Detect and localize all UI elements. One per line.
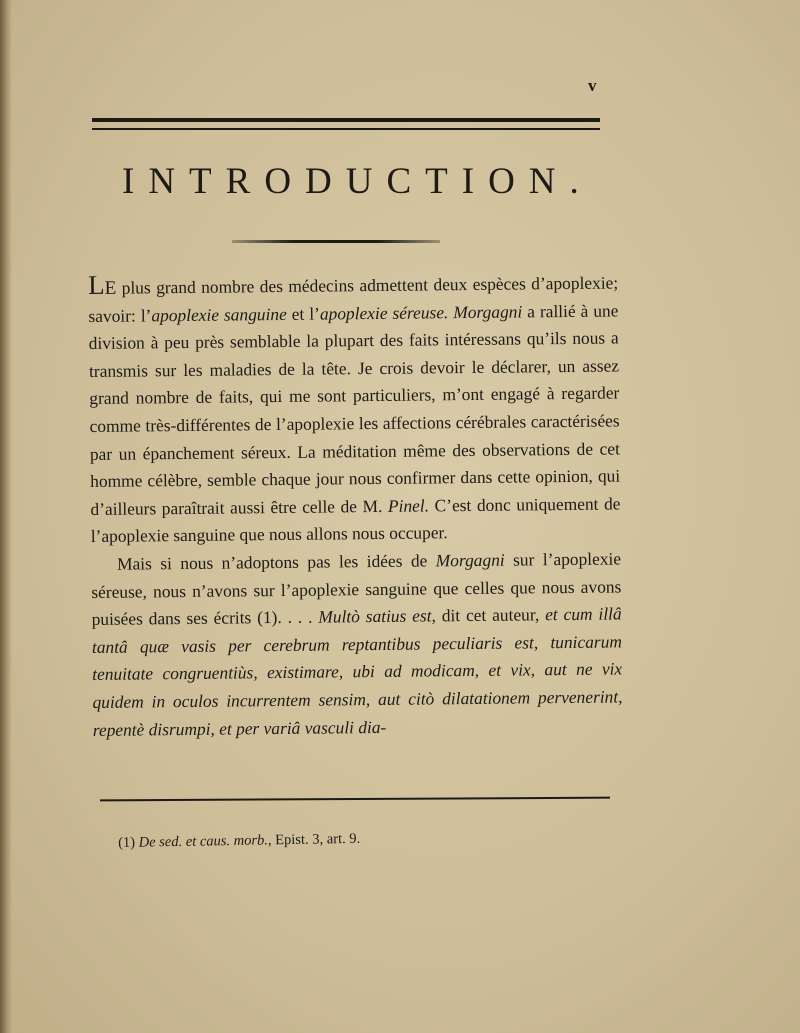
italic-latin: Multò satius est bbox=[318, 605, 432, 627]
heading-ornament-rule bbox=[232, 240, 440, 243]
text-segment: , dit cet auteur, bbox=[431, 604, 546, 626]
header-rule-thick bbox=[92, 118, 600, 122]
italic-term: apoplexie séreuse. bbox=[319, 301, 449, 324]
text-segment: a rallié à une division à peu près semblable la plupart des faits intéressans qu’ils nous a transmis sur les maladies de la tête. Je crois devoir le déclarer, un assez grand nombre de faits, qui me sont particuliers, m’ont engagé à regarder comme très-différentes de l’apoplexie les affections cérébrales caractérisées par un épanchement séreux. La méditation même des observations de cet homme célèbre, semble chaque jour nous confirmer dans cette opinion, qui d’ailleurs paraîtrait aussi être celle de M. bbox=[88, 300, 621, 519]
page-number: v bbox=[588, 76, 597, 95]
italic-name: Morgagni bbox=[435, 549, 505, 571]
footnote-citation: De sed. et caus. morb. bbox=[138, 832, 269, 851]
body-text bbox=[88, 266, 623, 744]
footnote-marker: (1) bbox=[118, 834, 139, 851]
paragraph-1 bbox=[88, 266, 621, 550]
italic-term: apoplexie sanguine bbox=[151, 303, 287, 325]
text-segment: C’est donc uniquement de l’apoplexie sanguine que nous allons nous occuper. bbox=[90, 493, 621, 547]
italic-name: Pinel. bbox=[387, 495, 430, 516]
text-segment: plus grand nombre des médecins admettent deux espèces d’apoplexie; savoir: l’ bbox=[88, 272, 619, 326]
text-segment: sur l’apoplexie séreuse, nous n’avons sur l’apoplexie sanguine que celles que nous avons puisées dans ses écrits (1). . . . bbox=[91, 548, 622, 630]
text-segment: et l’ bbox=[286, 303, 321, 324]
drop-cap: Le bbox=[87, 269, 117, 300]
paragraph-2 bbox=[91, 545, 623, 744]
italic-latin-quote: et cum illâ tantâ quæ vasis per cerebrum reptantibus peculiaris est, tunicarum tenuitate congruentiùs, existimare, ubi ad modicam, et vix, aut ne vix quidem in oculos incurrentem sensim, aut citò dilatationem pervenerint, repentè disrumpi, et per variâ vasculi dia- bbox=[91, 603, 623, 740]
footnote-reference: , Epist. 3, art. 9. bbox=[267, 830, 361, 849]
page-binding-edge bbox=[0, 0, 12, 1033]
text-segment: Mais si nous n’adoptons pas les idées de bbox=[116, 550, 436, 574]
footnote-rule bbox=[100, 797, 610, 802]
italic-name: Morgagni bbox=[453, 301, 523, 322]
footnote bbox=[118, 826, 618, 852]
header-rule-thin bbox=[92, 128, 600, 130]
chapter-heading: INTRODUCTION. bbox=[122, 161, 593, 202]
